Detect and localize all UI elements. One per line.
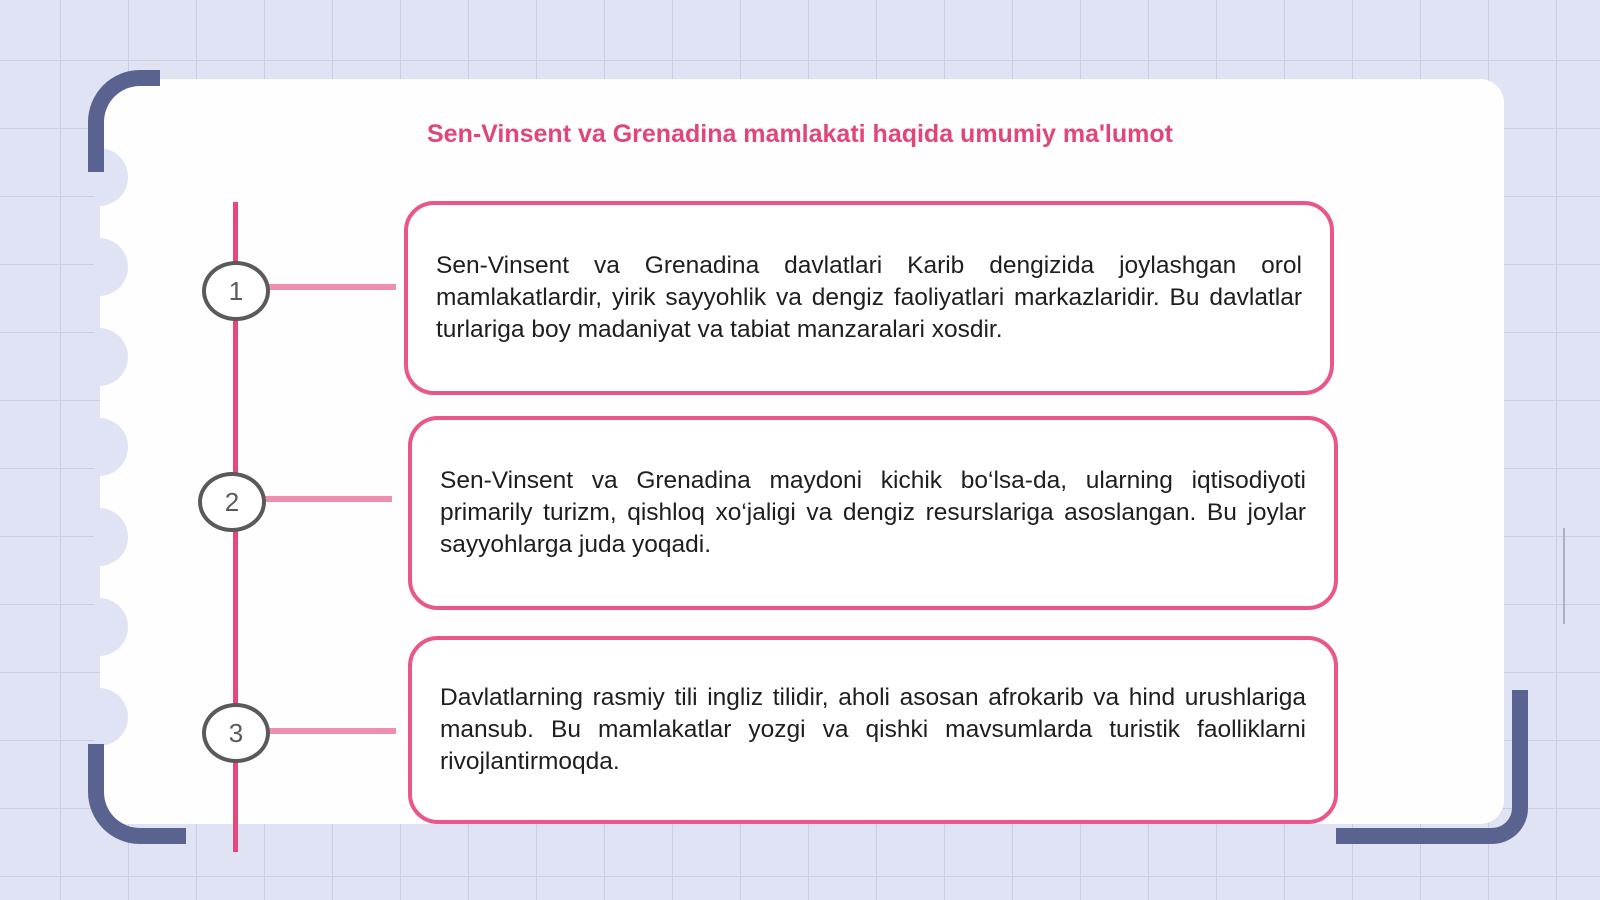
frame-corner-bottom-left [88, 744, 186, 844]
timeline-marker-2 [198, 472, 266, 532]
timeline-connector-1 [266, 284, 396, 290]
info-card-1 [404, 201, 1334, 395]
timeline-number: 1 [228, 275, 244, 306]
timeline-connector-3 [266, 728, 396, 734]
info-card-3 [408, 636, 1338, 824]
slide-title: Sen-Vinsent va Grenadina mamlakati haqida umumiy ma'lumot [427, 120, 1173, 148]
decorative-line [1563, 528, 1565, 624]
timeline-marker-3 [202, 703, 270, 763]
frame-corner-top-left [88, 70, 160, 172]
timeline-marker-1 [202, 261, 270, 321]
info-card-2 [408, 416, 1338, 610]
timeline-connector-2 [262, 496, 392, 502]
info-card-text: Sen-Vinsent va Grenadina davlatlari Karib dengizida joylashgan orol mamlakatlardir, yirik sayyohlik va dengiz faoliyatlari markazlaridir. Bu davlatlar turlariga boy madaniyat va tabiat manzaralari xosdir. [436, 252, 1302, 343]
timeline-number: 2 [224, 486, 240, 517]
frame-corner-bottom-right [1336, 690, 1528, 844]
timeline-number: 3 [228, 717, 244, 748]
info-card-text: Davlatlarning rasmiy tili ingliz tilidir, aholi asosan afrokarib va hind urushlariga mansub. Bu mamlakatlar yozgi va qishki mavsumlarda turistik faolliklarni rivojlantirmoqda. [440, 684, 1306, 775]
info-card-text: Sen-Vinsent va Grenadina maydoni kichik bo‘lsa-da, ularning iqtisodiyoti primarily turizm, qishloq xo‘jaligi va dengiz resurslariga asoslangan. Bu joylar sayyohlarga juda yoqadi. [440, 467, 1306, 558]
